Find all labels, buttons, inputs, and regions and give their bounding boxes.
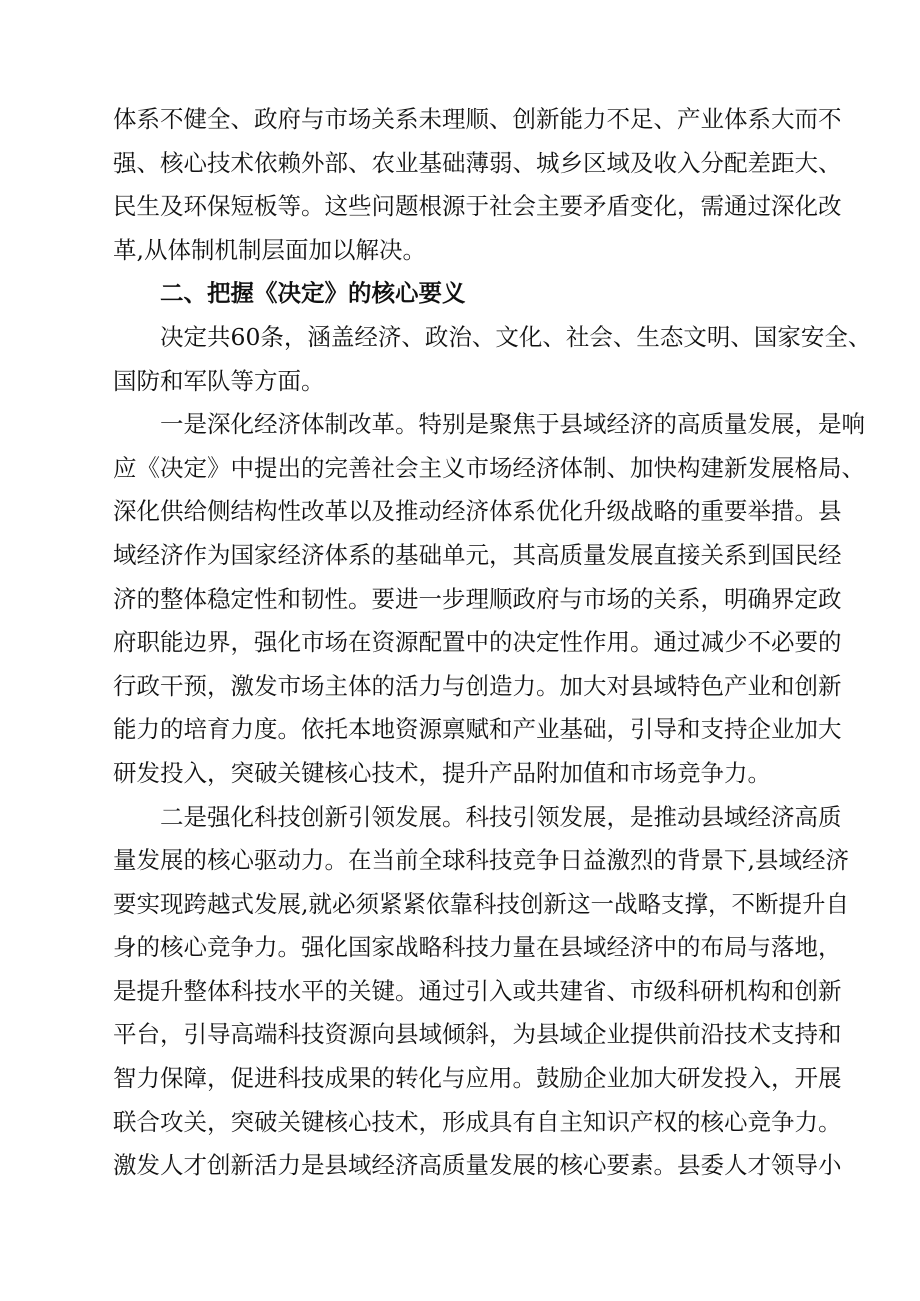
body-line: 济的整体稳定性和韧性。要进一步理顺政府与市场的关系，明确界定政 [113, 584, 842, 613]
body-line: 要实现跨越式发展,就必须紧紧依靠科技创新这一战略支撑，不断提升自 [113, 889, 849, 918]
body-line: 革,从体制机制层面加以解决。 [113, 235, 426, 264]
body-line: 一是深化经济体制改革。特别是聚焦于县域经济的高质量发展，是响 [160, 410, 865, 439]
body-line: 智力保障，促进科技成果的转化与应用。鼓励企业加大研发投入，开展 [113, 1064, 842, 1093]
body-line: 强、核心技术依赖外部、农业基础薄弱、城乡区域及收入分配差距大、 [113, 148, 842, 177]
body-line: 量发展的核心驱动力。在当前全球科技竞争日益激烈的背景下,县域经济 [113, 846, 849, 875]
body-line: 域经济作为国家经济体系的基础单元，其高质量发展直接关系到国民经 [113, 540, 842, 569]
document-body [113, 98, 872, 1188]
body-line: 体系不健全、政府与市场关系未理顺、创新能力不足、产业体系大而不 [113, 105, 842, 133]
body-line: 应《决定》中提出的完善社会主义市场经济体制、加快构建新发展格局、 [113, 453, 865, 482]
body-line: 能力的培育力度。依托本地资源禀赋和产业基础，引导和支持企业加大 [113, 715, 842, 744]
body-line: 是提升整体科技水平的关键。通过引入或共建省、市级科研机构和创新 [113, 976, 842, 1005]
body-line: 国防和军队等方面。 [113, 366, 325, 395]
body-line: 民生及环保短板等。这些问题根源于社会主要矛盾变化，需通过深化改 [113, 192, 842, 221]
body-line: 联合攻关，突破关键核心技术，形成具有自主知识产权的核心竞争力。 [113, 1107, 842, 1136]
body-line: 研发投入，突破关键核心技术，提升产品附加值和市场竞争力。 [113, 758, 771, 787]
body-line: 府职能边界，强化市场在资源配置中的决定性作用。通过减少不必要的 [113, 628, 842, 657]
body-line: 行政干预，激发市场主体的活力与创造力。加大对县域特色产业和创新 [113, 671, 842, 700]
body-line: 激发人才创新活力是县域经济高质量发展的核心要素。县委人才领导小 [113, 1151, 842, 1180]
body-line: 二是强化科技创新引领发展。科技引领发展，是推动县域经济高质 [160, 802, 842, 831]
body-line: 决定共60条，涵盖经济、政治、文化、社会、生态文明、国家安全、 [160, 322, 872, 351]
section-heading: 二、把握《决定》的核心要义 [160, 279, 466, 308]
body-line: 深化供给侧结构性改革以及推动经济体系优化升级战略的重要举措。县 [113, 497, 842, 526]
body-line: 身的核心竞争力。强化国家战略科技力量在县域经济中的布局与落地， [113, 933, 842, 962]
body-line: 平台，引导高端科技资源向县域倾斜，为县域企业提供前沿技术支持和 [113, 1020, 842, 1049]
